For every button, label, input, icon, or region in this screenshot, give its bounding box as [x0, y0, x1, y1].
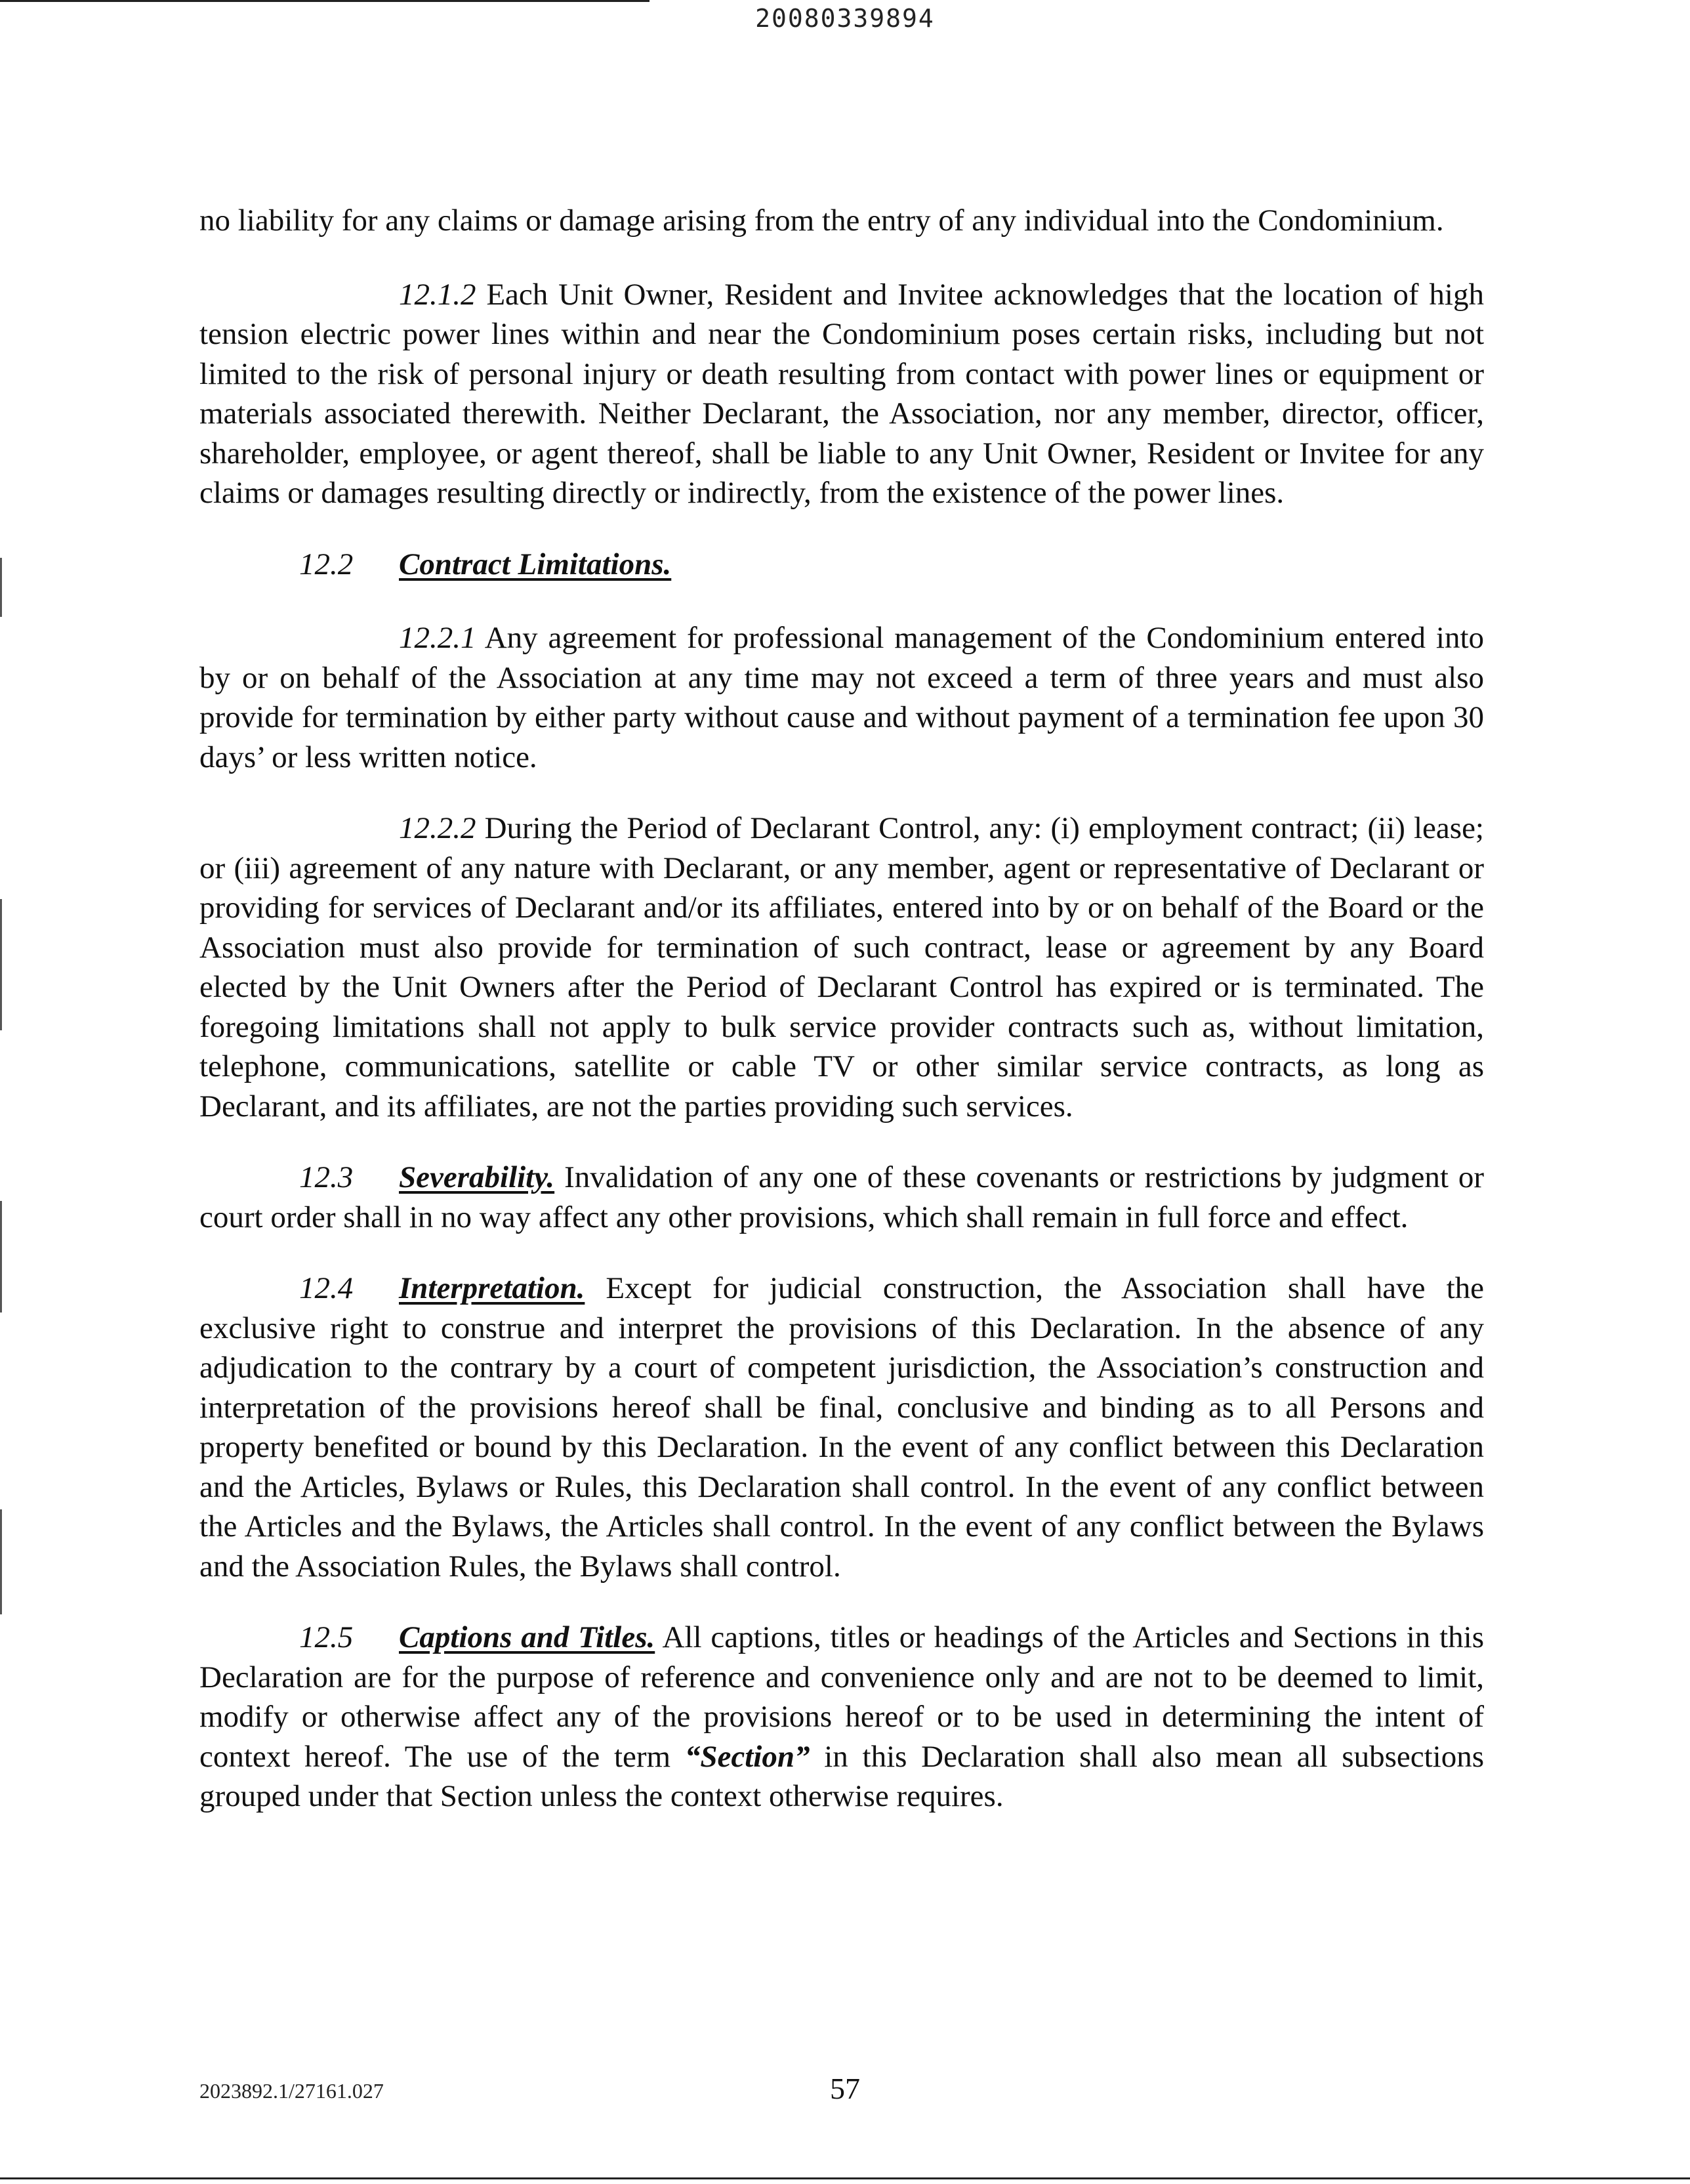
- section-number: 12.2.1: [399, 621, 476, 655]
- paragraph-continuation: no liability for any claims or damage arising from the entry of any individual into the Condominium.: [199, 203, 1444, 238]
- section-12-2-heading: [199, 545, 1484, 585]
- footer-doc-reference: 2023892.1/27161.027: [199, 2079, 384, 2103]
- paragraph-text: All captions, titles or headings of the Articles and Sections in this Declaration are for the purpose of reference and convenience only and are not to be deemed to limit, modify or otherwise affect any of the provisions hereof or to be used in determining the intent of context hereof. The use of the term: [199, 1620, 1484, 1774]
- margin-mark: [0, 899, 2, 1030]
- paragraph-12-2-1: [199, 618, 1484, 777]
- page-number: 57: [830, 2072, 860, 2105]
- defined-term: “Section”: [684, 1739, 810, 1774]
- paragraph-text: Except for judicial construction, the Association shall have the exclusive right to construe and interpret the provisions of this Declaration. In the absence of any adjudication to the contrary by a court of competent jurisdiction, the Association’s construction and interpretation of the provisions hereof shall be final, conclusive and binding as to all Persons and property benefited or bound by this Declaration. In the event of any conflict between this Declaration and the Articles, Bylaws or Rules, this Declaration shall control. In the event of any conflict between the Articles and the Bylaws, the Articles shall control. In the event of any conflict between the Bylaws and the Association Rules, the Bylaws shall control.: [199, 1271, 1484, 1584]
- section-number: 12.2.2: [399, 811, 476, 845]
- paragraph-text: During the Period of Declarant Control, any: (i) employment contract; (ii) lease; or (iii) agreement of any nature with Declarant, or any member, agent or representative of Declarant or providing for services of Declarant and/or its affiliates, entered into by or on behalf of the Board or the Association must also provide for termination of such contract, lease or agreement by any Board elected by the Unit Owners after the Period of Declarant Control has expired or is terminated. The foregoing limitations shall not apply to bulk service provider contracts such as, without limitation, telephone, communications, satellite or cable TV or other similar service contracts, as long as Declarant, and its affiliates, are not the parties providing such services.: [199, 811, 1484, 1124]
- paragraph-text: Each Unit Owner, Resident and Invitee acknowledges that the location of high tension electric power lines within and near the Condominium poses certain risks, including but not limited to the risk of personal injury or death resulting from contact with power lines or equipment or materials associated therewith. Neither Declarant, the Association, nor any member, director, officer, shareholder, employee, or agent thereof, shall be liable to any Unit Owner, Resident or Invitee for any claims or damages resulting directly or indirectly, from the existence of the power lines.: [199, 277, 1484, 510]
- top-rule: [0, 0, 649, 2]
- section-title: Interpretation.: [399, 1271, 585, 1305]
- section-title: Contract Limitations.: [399, 547, 672, 581]
- section-number: 12.2: [299, 547, 354, 581]
- margin-mark: [0, 1509, 2, 1614]
- section-12-3: [199, 1158, 1484, 1237]
- section-12-5: [199, 1618, 1484, 1816]
- paragraph-text: Any agreement for professional management of the Condominium entered into by or on behalf of the Association at any time may not exceed a term of three years and must also provide for termination by either party without cause and without payment of a termination fee upon 30 days’ or less written notice.: [199, 621, 1484, 774]
- margin-mark: [0, 558, 2, 617]
- section-12-4: [199, 1269, 1484, 1586]
- document-body: [199, 201, 1484, 1848]
- paragraph-12-2-2: [199, 808, 1484, 1126]
- bottom-rule: [0, 2177, 1690, 2179]
- recording-number: 20080339894: [755, 4, 935, 33]
- section-number: 12.3: [299, 1160, 354, 1194]
- section-number: 12.4: [299, 1271, 354, 1305]
- section-title: Severability.: [399, 1160, 555, 1194]
- section-number: 12.5: [299, 1620, 354, 1654]
- margin-mark: [0, 1201, 2, 1312]
- section-number: 12.1.2: [399, 277, 476, 312]
- paragraph-text: Invalidation of any one of these covenants or restrictions by judgment or court order shall in no way affect any other provisions, which shall remain in full force and effect.: [199, 1160, 1484, 1234]
- section-title: Captions and Titles.: [399, 1620, 655, 1654]
- paragraph-text: in this Declaration shall also mean all subsections grouped under that Section unless the context otherwise requires.: [199, 1739, 1485, 1813]
- paragraph-12-1-2: [199, 275, 1484, 513]
